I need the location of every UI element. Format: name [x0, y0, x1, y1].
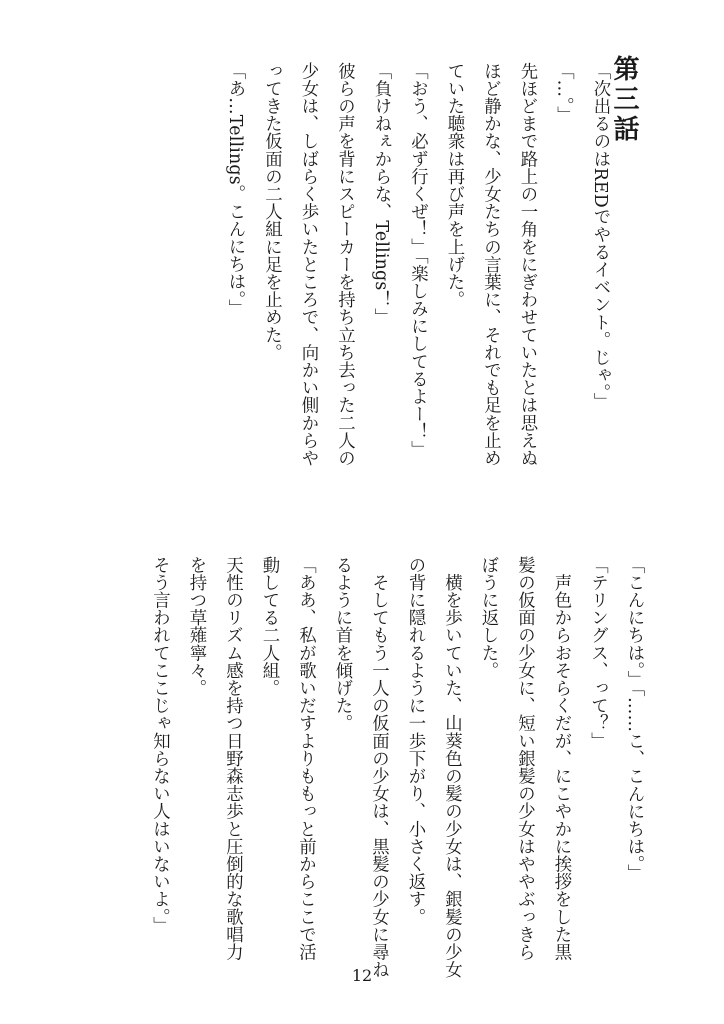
text-line: ほど静かな、少女たちの言葉に、それでも足を止め: [480, 62, 501, 467]
text-line: 声色からおそらくだが、にこやかに挨拶をした黒: [551, 556, 571, 961]
text-line: 「次出るのはREDでやるイベント。じゃ。」: [590, 62, 610, 411]
text-line: を持つ草薙寧々。: [186, 556, 206, 697]
text-line: 横を歩いていた、山葵色の髪の少女は、銀髪の少女: [441, 556, 462, 979]
text-line: 「負けねぇからな、Tellings！」: [371, 62, 391, 326]
text-line: 髪の仮面の少女に、短い銀髪の少女はややぶっきら: [514, 556, 535, 961]
text-line: の背に隠れるように一歩下がり、小さく返す。: [405, 556, 425, 926]
text-line: ってきた仮面の二人組に足を止めた。: [261, 62, 282, 362]
text-line: 「おう、必ず行くぜ！」「楽しみにしてるよー！」: [407, 62, 428, 459]
text-line: 少女は、しばらく歩いたところで、向かい側からや: [298, 62, 318, 467]
page-number: 12: [351, 966, 373, 985]
chapter-title: 第三話: [609, 55, 639, 145]
text-line: 動してる二人組。: [259, 556, 279, 697]
text-line: 「あ…Tellings。こんにちは。」: [225, 62, 245, 317]
text-line: 「ああ、私が歌いだすよりももっと前からここで活: [295, 556, 316, 961]
top-text-block: [217, 62, 619, 467]
text-line: 「テリングス、って？」: [587, 556, 608, 750]
text-line: そしてもう一人の仮面の少女は、黒髪の少女に尋ね: [368, 556, 389, 979]
text-line: 天性のリズム感を持つ日野森志歩と圧倒的な歌唱力: [222, 556, 243, 961]
text-line: 「こんにちは。」「……こ、こんにちは。」: [624, 556, 644, 882]
text-line: 「…。」: [553, 62, 574, 124]
text-line: ぼうに返した。: [478, 556, 498, 680]
text-line: そう言われてここじゃ知らない人はいないよ。」: [149, 556, 170, 935]
text-line: るように首を傾げた。: [332, 556, 352, 732]
text-line: ていた聴衆は再び声を上げた。: [444, 62, 464, 309]
text-line: 先ほどまで路上の一角をにぎわせていたとは思えぬ: [517, 62, 537, 467]
text-line: 彼らの声を背にスピーカーを持ち立ち去った二人の: [334, 62, 355, 467]
